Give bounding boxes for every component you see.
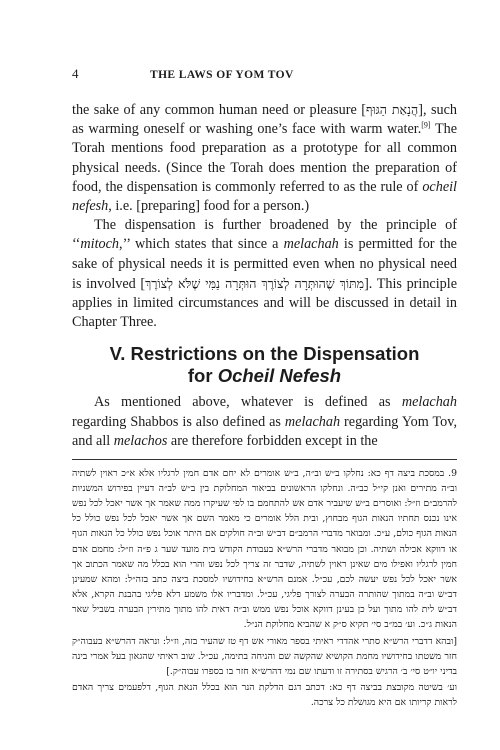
- running-title: THE LAWS OF YOM TOV: [150, 69, 294, 81]
- footnote-divider: [72, 459, 457, 460]
- footnote-9: 9. במסכת ביצה דף כא: נחלקו ב״ש וב״ה, ב״ש אומרים לא יחם אדם חמין לרגליו אלא א״כ ראוין לשתיה וב״ה מתירים ואנן קי״ל כב״ה. ונחלקו הראשונים בביאור המחלוקת בין ב״ש לב״ה דעיין בפירוש המשניות להרמב״ם וז״ל: ואוסרים ב״ש שיעביר אדם אש להתחמם בו לפי שעיקרו ממה שאמר אך אשר יאכל לכל נפש אינו נכנס תחתיו הנאות הגוף מבחוץ, ובית הלל אומרים כי מאמר השם אך אשר יאכל לכל נפש כולל כל הנאות הגוף כולם, ע״כ. ומבואר מדברי הרמב״ם דב״ש וב״ה חולקים אם היתר אוכל נפש כולל כל הנאות הגוף או דווקא אכילה ושתיה. וכן מבואר מדברי הרש״א בעבודת הקודש בית מועד שער ג פ״ה וז״ל: מחמם אדם חמין לרגליו ואפילו מים שאינן ראוין לשתיה, שדבר זה צריך לכל נפש והרי הוא בכלל מה שאמר הכתוב אך אשר יאכל לכל נפש יעשה לכם, עכ״ל. אמנם הרש״א בחידושיו למסכת ביצה כתב בזה״ל: ומהא שמעינן דב״ש וב״ה במתוך שהותרה הבערה לצורך פליגי, עכ״ל. ומדבריו אלו משמע דלא פליגי בהבנת הקרא, אלא דב״ש לית להו מתוך ועל כן בעינן דווקא אוכל נפש ממש וב״ה דאית להו מתוך מתירין הבערה בשביל שאר הנאות ג״כ. וע׳ במ״ב סי׳ תקיא ס״ק א שהביא מחלוקת הנ״ל.: [72, 468, 457, 630]
- footnotes: [72, 466, 457, 711]
- body-text: [72, 100, 457, 451]
- section-heading: [72, 343, 457, 387]
- running-head: [72, 66, 457, 88]
- paragraph-restrictions: As mentioned above, whatever is defined as melachah regarding Shabbos is also defined as melachah regarding Yom Tov, and all melachos are therefore forbidden except in the: [72, 394, 457, 449]
- footnote-continuation: וע׳ בשיטה מקובצת בביצה דף כא: דכתב דגם הדלקת הנר הוא בכלל הנאת הגוף, דלפעמים צריך האדם לראות קריותו אם היא מגושלת כל צרכה.: [72, 682, 457, 709]
- paragraph-mitoch: The dispensation is further broadened by the principle of ‘‘mitoch,’’ which states that since a melachah is permitted for the sake of physical needs it is permitted even when no physical need is involved [מִתּוֹךְ שֶׁהוּתְּרָה לְצוֹרֶךְ הוּתְּרָה נַמִּי שֶׁלֹּא לְצוֹרֶךְ]. This principle applies in limited circumstances and will be discussed in detail in Chapter Three.: [72, 217, 457, 331]
- hebrew-principle-mitoch: מִתּוֹךְ שֶׁהוּתְּרָה לְצוֹרֶךְ הוּתְּרָה נַמִּי שֶׁלֹּא לְצוֹרֶךְ: [145, 275, 365, 291]
- hebrew-term-hanaas-haguf: הֲנָאַת הַגּוּף: [365, 102, 419, 117]
- term-melachah: melachah: [283, 236, 339, 253]
- book-page: [72, 66, 457, 712]
- term-ocheil-nefesh: ocheil nefesh: [72, 178, 457, 215]
- page-number: 4: [72, 66, 79, 81]
- footnote-bracketed-note: [ובהא דדברי הרש״א סתרי אהדדי ראיתי בספר מאורי אש דף טז שהעיר בזה, וז״ל: ונראה דהרש״א בעבוה״ק חזר משטתו בחידושיו מחמת הקושיא שהקשה שם והניחה בתימה, עכ״ל. שוב ראיתי שהגאון בעל אמרי בינה בדיני יו״ט סי׳ ב׳ הרגיש בסתירה זו ודעתו שם נמי דהרש״א חזר בו בספרו עבוה״ק.]: [72, 636, 457, 678]
- term-mitoch: mitoch: [80, 236, 120, 253]
- section-heading-line2: for Ocheil Nefesh: [187, 365, 342, 387]
- section-heading-line1: V. Restrictions on the Dispensation: [109, 343, 420, 365]
- paragraph-hanaas-haguf: the sake of any common human need or pleasure [הֲנָאַת הַגּוּף], such as warming oneself or washing one’s face with warm water.[9] The Torah mentions food preparation as a prototype for all common physical needs. (Since the Torah does mention the preparation of food, the dispensation is commonly referred to as the rule of ocheil nefesh, i.e. [preparing] food for a person.): [72, 102, 458, 215]
- footnote-ref-9[interactable]: [9]: [421, 120, 431, 130]
